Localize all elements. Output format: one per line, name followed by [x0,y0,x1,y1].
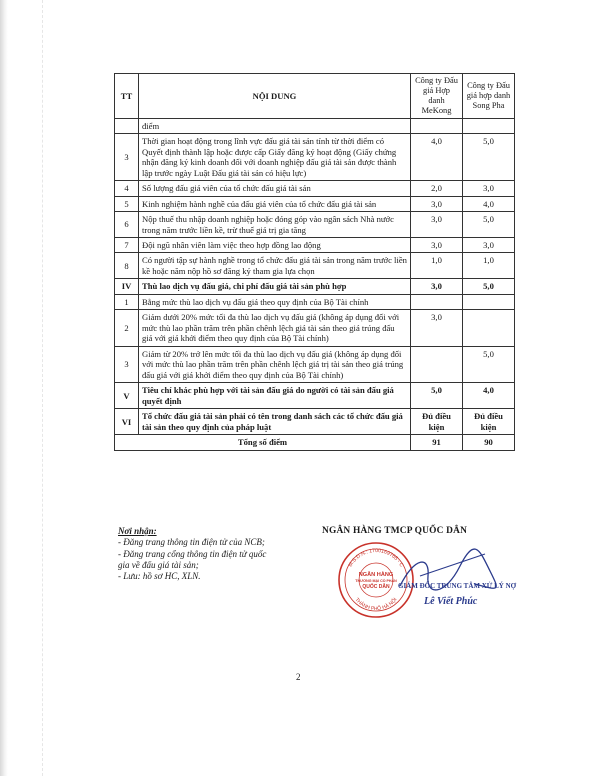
row-content: Có người tập sự hành nghề trong tổ chức đấu giá tài sản trong năm trước liền kề hoặc năm nộp hồ sơ đăng ký tham gia lựa chọn [139,253,411,279]
score-songpha: 5,0 [463,134,515,181]
table-row [115,279,515,294]
row-content: Đội ngũ nhân viên làm việc theo hợp đồng lao động [139,237,411,252]
table-row [115,383,515,409]
row-content: Giảm từ 20% trở lên mức tối đa thù lao dịch vụ đấu giá (không áp dụng đối với mức thù lao phần trăm trên phần chênh lệch giá trị tài sản theo giá trúng đấu giá với giá khởi điểm theo quy định của Bộ Tài chính) [139,346,411,382]
row-content: Tiêu chí khác phù hợp với tài sản đấu giá do người có tài sản đấu giá quyết định [139,383,411,409]
header-tt: TT [115,74,139,119]
score-songpha: 3,0 [463,237,515,252]
table-body [115,118,515,435]
svg-text:QUỐC DÂN: QUỐC DÂN [362,584,390,590]
row-content: Nộp thuế thu nhập doanh nghiệp hoặc đóng góp vào ngân sách Nhà nước trong năm trước liền kề, trừ thuế giá trị gia tăng [139,212,411,238]
table-row [115,118,515,133]
page-fold-shadow [0,0,8,776]
table-row [115,409,515,435]
signer-name: Lê Viết Phúc [424,596,478,607]
score-songpha: 3,0 [463,181,515,196]
score-mekong: 4,0 [411,134,463,181]
row-content: Tổ chức đấu giá tài sản phải có tên trong danh sách các tổ chức đấu giá tài sản theo quy định của pháp luật [139,409,411,435]
score-songpha [463,118,515,133]
row-content: Số lượng đấu giá viên của tổ chức đấu giá tài sản [139,181,411,196]
score-songpha: 5,0 [463,279,515,294]
table-row [115,196,515,211]
row-content: Giảm dưới 20% mức tối đa thù lao dịch vụ đấu giá (không áp dụng đối với mức thù lao phần trăm trên phần chênh lệch giá tài sản theo giá trúng đấu giá với giá khởi điểm theo quy định của Bộ Tài chính) [139,310,411,346]
table-row [115,181,515,196]
row-number: 3 [115,134,139,181]
score-mekong [411,346,463,382]
score-mekong: 3,0 [411,212,463,238]
total-label: Tổng số điểm [115,435,411,450]
table-header-row [115,74,515,119]
row-number: V [115,383,139,409]
row-number [115,118,139,133]
scoring-table [114,73,515,451]
svg-text:THƯƠNG MẠI CỔ PHẦN: THƯƠNG MẠI CỔ PHẦN [355,579,397,583]
score-songpha: Đủ điều kiện [463,409,515,435]
row-number: 3 [115,346,139,382]
recipient-line: - Đăng trang cổng thông tin điện tử quốc gia về đấu giá tài sản; [118,548,267,570]
page-number: 2 [296,672,301,682]
row-number: 7 [115,237,139,252]
header-songpha: Công ty Đấu giá hợp danh Song Pha [463,74,515,119]
table-row [115,253,515,279]
row-content: Kinh nghiệm hành nghề của đấu giá viên của tổ chức đấu giá tài sản [139,196,411,211]
svg-text:NGÂN HÀNG: NGÂN HÀNG [358,572,394,578]
header-mekong: Công ty Đấu giá Hợp danh MeKong [411,74,463,119]
score-mekong: 3,0 [411,237,463,252]
row-number: VI [115,409,139,435]
score-mekong: 3,0 [411,310,463,346]
row-number: 1 [115,294,139,309]
row-number: IV [115,279,139,294]
row-number: 2 [115,310,139,346]
row-number: 8 [115,253,139,279]
recipient-line: - Lưu: hồ sơ HC, XLN. [118,571,201,581]
recipients-title: Nơi nhận: [118,526,157,536]
score-songpha: 4,0 [463,196,515,211]
score-songpha: 5,0 [463,212,515,238]
header-content: NỘI DUNG [139,74,411,119]
row-number: 5 [115,196,139,211]
score-songpha [463,310,515,346]
total-songpha: 90 [463,435,515,450]
table-row [115,212,515,238]
table-row [115,346,515,382]
score-songpha: 1,0 [463,253,515,279]
row-content: điểm [139,118,411,133]
total-row [115,435,515,450]
score-songpha: 4,0 [463,383,515,409]
bank-name: NGÂN HÀNG TMCP QUỐC DÂN [322,526,468,536]
total-mekong: 91 [411,435,463,450]
table-row [115,134,515,181]
score-mekong: 3,0 [411,279,463,294]
row-number: 6 [115,212,139,238]
svg-text:THÀNH PHỐ HÀ NỘI: THÀNH PHỐ HÀ NỘI [353,596,399,613]
binding-line [42,0,44,776]
score-songpha [463,294,515,309]
row-content: Thời gian hoạt động trong lĩnh vực đấu giá tài sản tính từ thời điểm có Quyết định thành lập hoặc được cấp Giấy đăng ký hoạt động (Giấy chứng nhận đăng ký kinh doanh đối với doanh nghiệp đấu giá tài sản được thành lập trước ngày Luật Đấu giá tài sản có hiệu lực) [139,134,411,181]
score-mekong: 2,0 [411,181,463,196]
recipient-line: - Đăng trang thông tin điện tử của NCB; [118,537,265,548]
table-row [115,237,515,252]
score-mekong: Đủ điều kiện [411,409,463,435]
score-mekong [411,294,463,309]
score-mekong: 1,0 [411,253,463,279]
table-row [115,294,515,309]
svg-text:M.S.D.N.: 1700169765 - C: M.S.D.N.: 1700169765 - C [347,547,405,569]
recipients-block [118,526,278,582]
score-mekong: 5,0 [411,383,463,409]
signer-position: GIÁM ĐỐC TRUNG TÂM XỬ LÝ NỢ [398,582,517,590]
score-mekong [411,118,463,133]
row-content: Bằng mức thù lao dịch vụ đấu giá theo quy định của Bộ Tài chính [139,294,411,309]
row-content: Thù lao dịch vụ đấu giá, chi phí đấu giá tài sản phù hợp [139,279,411,294]
score-songpha: 5,0 [463,346,515,382]
row-number: 4 [115,181,139,196]
table-row [115,310,515,346]
score-mekong: 3,0 [411,196,463,211]
